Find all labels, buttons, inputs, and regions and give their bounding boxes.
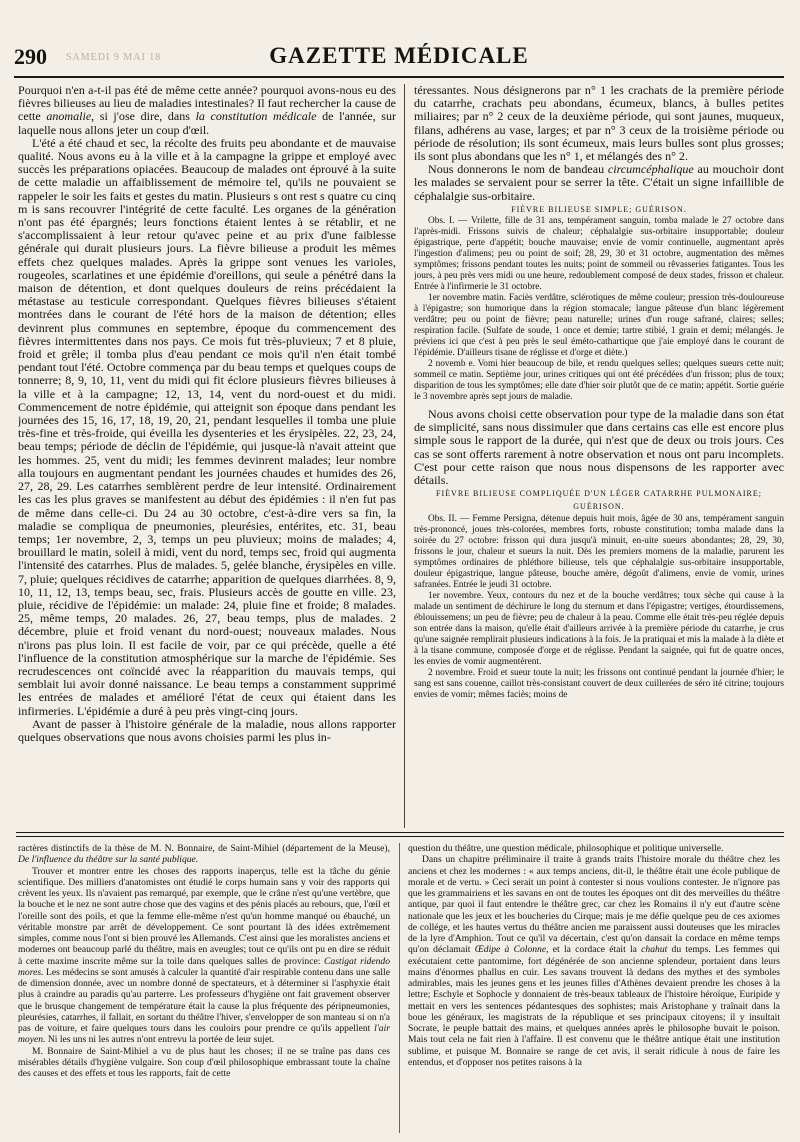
paragraph: 1er novembre. Yeux, contours du nez et de la bouche verdâtres; toux sèche qui cause à la malade un sentiment de déchirure le long du sternum et dans l'épigastre; vertiges, étourdissemens, éblouissemens; un peu de fièvre; peu de chaleur à la peau. Comme elle était très-peu réglée depuis son entrée dans la maison, qu'elle était d'ailleurs arrivée à la première période du catarrhe, je crus qu'une saignée remplirait plusieurs indications à la fois. Je la pratiquai et mis la malade à la diète et à la tisane commune, composée d'orge et de réglisse. Pendant la saignée, qui fut de quatre onces, les envies de vomir augmentèrent.	[414, 590, 784, 667]
paragraph: Dans un chapitre préliminaire il traite à grands traits l'histoire morale du théâtre chez les anciens et chez les modernes : « aux temps anciens, dit-il, le théâtre était une école publique de morale et de vertu. » Ceci serait un point à contester si nous voulions contester. Je n'ignore pas que les grammairiens et les savans en ont de toutes les époques ont dit des merveilles du théâtre antique, par quoi il faut entendre le théâtre grec, car chez les Romains il n'y eut d'autre scène nationale que les jeux et les boucheries du Cirque; mais je me défie quelque peu de ces axiomes de collége, et les hautes vertus du théâtre ancien me paraissent aussi douteuses que les miracles de la lyre d'Amphion. Tout ce qu'il va décertain, c'est qu'on dansait la cordace en même temps qu'on déclamait Œdipe à Colonne, et la cordace était la chahut du temps. Les femmes qui exécutaient cette pantomime, fort dégénérée de son ancienne splendeur, portaient dans leurs mains d'énormes phallus en cuir. Les savans trouvent là dedans des mythes et des symboles admirables, mais les jeunes gens et les jeunes filles d'Athènes devaient prendre les choses à la lettre; Eschyle et Sophocle y donnaient de très-beaux tableaux de l'histoire héroïque, Euripide y mettait en vers les sentences pédantesques des sophistes; mais Aristophane y traînait dans la boue les généraux, les magistrats de la république et ses principaux citoyens; il y insultait Socrate, le peuple battait des mains, et quelques années après le philosophe buvait le poison. Mais tout cela ne fait rien à l'affaire. Il est convenu que le théâtre antique était une institution sublime, et puisque M. Bonnaire se range de cet avis, il serait ridicule à nous de faire les entendus, et d'opposer nos petites raisons à la	[408, 854, 780, 1068]
paragraph: question du théâtre, une question médicale, philosophique et politique universelle.	[408, 843, 724, 854]
page-number: 290	[14, 44, 47, 69]
paragraph: ractères distinctifs de la thèse de M. N. Bonnaire, de Saint-Mihiel (département de la Meuse), De l'influence du théâtre sur la santé publique.	[18, 843, 390, 866]
paragraph: M. Bonnaire de Saint-Mihiel a vu de plus haut les choses; il ne se traîne pas dans ces misérables détails d'hygiène vulgaire. Son coup d'œil philosophique embrassant toute la chaîne des causes et des effets et tous les rapports, fait de cette	[18, 1045, 390, 1079]
case-title: FIÈVRE BILIEUSE SIMPLE; GUÉRISON.	[511, 204, 687, 214]
upper-right-column	[414, 84, 784, 820]
paragraph: Obs. I. — Vrilette, fille de 31 ans, tempérament sanguin, tomba malade le 27 octobre dans l'après-midi. Frissons suivis de chaleur; céphalalgie sus-orbitaire insupportable; douleur épigastrique, perte d'appétit; bouche mauvaise; envie de vomir continuelle, augmentant après l'ingestion d'alimens; peu ou point de soif; 28, 29, 30 et 31 octobre, augmentation des mêmes symptômes; frissons pendant toutes les nuits; point de sommeil ou rêvasseries fatigantes. Tous les jours, à peu près vers midi ou une heure, redoublement composé de deux stades, frisson et chaleur. Entrée à l'infirmerie le 31 octobre.	[414, 216, 784, 293]
paragraph: 2 novemb e. Vomi hier beaucoup de bile, et rendu quelques selles; quelques sueurs cette nuit; sommeil ce matin. Septième jour, urines critiques qui ont été précédées d'un frisson; plus de toux; disparition de tous les symptômes; elle date d'hier soir plutôt que de ce matin; appétit. Sortie guérie le 3 novembre après sept jours de maladie.	[414, 359, 784, 403]
paragraph: Pourquoi n'en a-t-il pas été de même cette année? pourquoi avons-nous eu des fièvres bilieuses au lieu de maladies intestinales? Il faut rechercher la cause de cette anomalie, si j'ose dire, dans la constitution médicale de l'année, sur laquelle nous allons jeter un coup d'œil.	[18, 84, 396, 137]
paragraph: Avant de passer à l'histoire générale de la maladie, nous allons rapporter quelques observations que nous avons choisies parmi les plus in-	[18, 716, 396, 744]
case-title: FIÈVRE BILIEUSE COMPLIQUÉE D'UN LÉGER CATARRHE PULMONAIRE; GUÉRISON.	[436, 489, 762, 512]
upper-left-column	[18, 84, 396, 824]
paragraph: téressantes. Nous désignerons par n° 1 les crachats de la première période du catarrhe, crachats peu abondans, écumeux, blancs, à bulles petites miliaires; par n° 2 ceux de la deuxième période, qui sont jaunes, muqueux, filans, adhérens au vase, larges; et par n° 3 ceux de la troisième période ou période de résolution; ils sont écumeux, mais leurs bulles sont plus grosses; ils sont plus abondans que les n° 1, et mélangés des n° 2.	[414, 84, 784, 164]
bleed-through-text: SAMEDI 9 MAI 18	[66, 52, 162, 63]
paragraph: Nous avons choisi cette observation pour type de la maladie dans son état de simplicité, sans nous dissimuler que dans certains cas elle est encore plus simple sous le rapport de la durée, qui n'est que de deux ou trois jours. Ces cas se sont offerts rarement à notre observation et nous ont paru incomplets. C'est pour cette raison que nous nous dispensons de les rapporter avec détails.	[414, 407, 784, 488]
column-divider	[404, 84, 405, 828]
column-divider	[399, 843, 400, 1133]
paragraph: 1er novembre matin. Faciès verdâtre, sclérotiques de même couleur; pression très-douloureuse à l'épigastre; son humorique dans la région stomacale; langue pâteuse d'un blanc légèrement verdâtre; peu ou point de fièvre; peau naturelle; urines d'un rouge safrané, claires; selles; respiration facile. (Sulfate de soude, 1 once et demie; tartre stibié, 1 grain et demi; mélangés. Je préviens ici que c'est à peu près le seul éméto-cathartique que j'aie employé dans le courant de l'épidémie. D'ailleurs tisane de réglisse et d'orge et diète.)	[414, 293, 784, 359]
paragraph: Nous donnerons le nom de bandeau circumcéphalique au mouchoir dont les malades se servaient pour se serrer la tête. C'était un signe infaillible de céphalalgie sus-orbitaire.	[414, 162, 784, 203]
case-observation-1	[414, 216, 784, 403]
masthead-title: GAZETTE MÉDICALE	[269, 43, 529, 68]
lower-right-column	[408, 843, 780, 1135]
paragraph: Obs. II. — Femme Persigna, détenue depuis huit mois, âgée de 30 ans, tempérament sanguin très-prononcé, joues très-colorées, membres forts, robuste constitution; tomba malade dans la soirée du 27 octobre: frisson qui dura jusqu'à minuit, en-uite sueurs abondantes; 28, 29, 30, frissons le jour, chaleur et sueurs la nuit. Dès les premiers momens de la maladie, parurent les symptômes ordinaires de phléthore bilieuse, tels que céphalalgie sus-orbitaire insupportable, douleur épigastrique, langue pâteuse, bouche amère, dégoût d'alimens, envie de vomir, urines safranées. Entrée le jeudi 31 octobre.	[414, 513, 784, 590]
paragraph: Trouver et montrer entre les choses des rapports inaperçus, telle est la tâche du génie scientifique. Des milliers d'anatomistes ont étudié le corps humain sans y voir des rapports qui crèvent les yeux. Ils n'avaient pas remarqué, par exemple, que le crâne n'est qu'une vertèbre, que la bouche et le nez ne sont autre chose que des vagins et des pénis placés au rebours, que, l'œil et l'oreille sont des poils, et que la femme elle-même n'est qu'un homme manqué ou ébauché, un véritable monstre par arrêt de développement. Ce sont pourtant là des idées extrêmement simples, comme nous l'ont si bien prouvé les Allemands. C'est ainsi que les moralistes anciens et modernes ont beaucoup parlé du théâtre, mais en aveugles; tout ce qu'ils ont pu en dire se réduit à cette maxime inscrite même sur la toile dans quelques salles de province: Castigat ridendo mores. Les médecins se sont amusés à calculer la quantité d'air respirable contenu dans une salle de dimension donnée, avec un nombre donné de spectateurs, et à déterminer si l'asphyxie était plus à craindre au paradis qu'au parterre. Les professeurs d'hygiène ont fait gravement observer que le brusque changement de température était la cause la plus fréquente des péripneumonies, pleurésies, catarrhes, il fallait, en sortant du théâtre l'hiver, s'envelopper de son manteau si on n'a pas de voiture, et faire quelques tours dans les couloirs pour prendre ce qu'ils appellent l'air moyen. Ni les uns ni les autres n'ont entrevu la portée de leur sujet.	[18, 865, 390, 1046]
case-observation-2	[414, 514, 784, 701]
lower-left-column	[18, 843, 390, 1135]
paragraph: 2 novembre. Froid et sueur toute la nuit; les frissons ont continué pendant la journée d'hier; le sang est sans couenne, caillot très-consistant couvert de deux cuillerées de séro ité citrine; toujours envies de vomir; mêmes faciès; moins de	[414, 667, 784, 700]
feuilleton-separator	[16, 832, 784, 837]
paragraph: L'été a été chaud et sec, la récolte des fruits peu abondante et de mauvaise qualité. Nous avons eu à la ville et à la campagne la grippe et employé avec succès les préparations opiacées. Beaucoup de malades ont éprouvé à la suite de cette maladie un affaiblissement de mémoire tel, qu'ils ne pouvaient se rappeler le soir les faits et gestes du matin. Plusieurs s ont rest s quatre cu cinq m is sans recouvrer l'intégrité de cette faculté. Les organes de la génération n'ont pas été épargnés; leurs fonctions étaient lentes à se rétablir, et ne s'accomplissaient à leur retour qu'avec peine et au prix d'une faiblesse générale qui durait plusieurs jours. La fièvre bilieuse a produit les mêmes effets chez quelques malades. Après la grippe sont venues les varioles, rougeoles, scarlatines et une épidémie d'oreillons, qui seule a pénétré dans la maison de détention, et dont quelques douleurs de reins précédaient la métastase au testicule correspondant. Quelques fièvres bilieuses s'étaient montrées dans le courant de l'été hors de la maison de détention; elles devinrent plus communes en septembre, époque du commencement des fièvres intermittentes dans nos pays. Ce mois fut très-pluvieux; 7 et 8 pluie, froid et grêle; il tomba plus d'eau pendant ce mois qu'il n'en était tombé pendant tout l'été. Octobre commença par du beau temps et quelques coups de tonnerre; 8, 9, 10, 11, vent du midi qui fit éclore plusieurs fièvres bilieuses à la ville et à la campagne; 12, 13, 14, vent du nord-ouest et du midi. Commencement de notre épidémie, qui atteignit son époque dans pendant les journées des 15, 16, 17, 18, 19, 20, 21, pendant lesquelles il tomba une pluie très-fine et très-froide, qui éveilla les dysenteries et les érysipèles. 22, 23, 24, beau temps; période de déclin de l'épidémie, qui jusque-là n'avait atteint que les hommes. 25, vent du midi; les femmes devinrent malades; leur nombre alla toujours en augmentant pendant les journées chaudes et humides des 26, 27, 28, 29. Les catarrhes semblèrent perdre de leur intensité. Ordinairement les cas les plus graves se manifestent au début des épidémies : il n'en fut pas de même dans celle-ci. Du 24 au 30 octobre, c'est-à-dire vers sa fin, la maladie se compliqua de pneumonies, pleurésies, entérites, etc. 31, beau temps; 1er novembre, 2, 3, temps un peu pluvieux; moins de malades; 4, brouillard le matin, soleil à midi, vent du nord, temps sec, froid qui augmenta l'intensité des catarrhes. Plus de malades. 5, gelée blanche, érysipèles en ville. 7, pluie; quelques récidives de catarrhe; apparition de quelques diarrhées. 8, 9, 10, 11, 12, 13, temps beau, sec, frais. Plusieurs accès de goutte en ville. 23, pluie, récidive de l'épidémie: un malade: 24, pluie fine et froide; 8 malades. 25, même temps, 20 malades. 26, 27, beau temps, plus de malades. 2 décembre, pluie et froid venant du nord-ouest; nouveaux malades. Nous n'irons pas plus loin. Il est facile de voir, par ce qui précède, quelle a été l'influence de la constitution atmosphérique sur la marche de l'épidémie. Ses recrudescences ont coïncidé avec la réapparition du mauvais temps, qui semblait lui avoir donné naissance. Le beau temps a constamment supprimé les entrées de malades et amélioré l'état de ceux qui étaient dans les infirmeries. L'épidémie a duré à peu près vingt-cinq jours.	[18, 135, 396, 718]
page-header	[14, 36, 784, 78]
